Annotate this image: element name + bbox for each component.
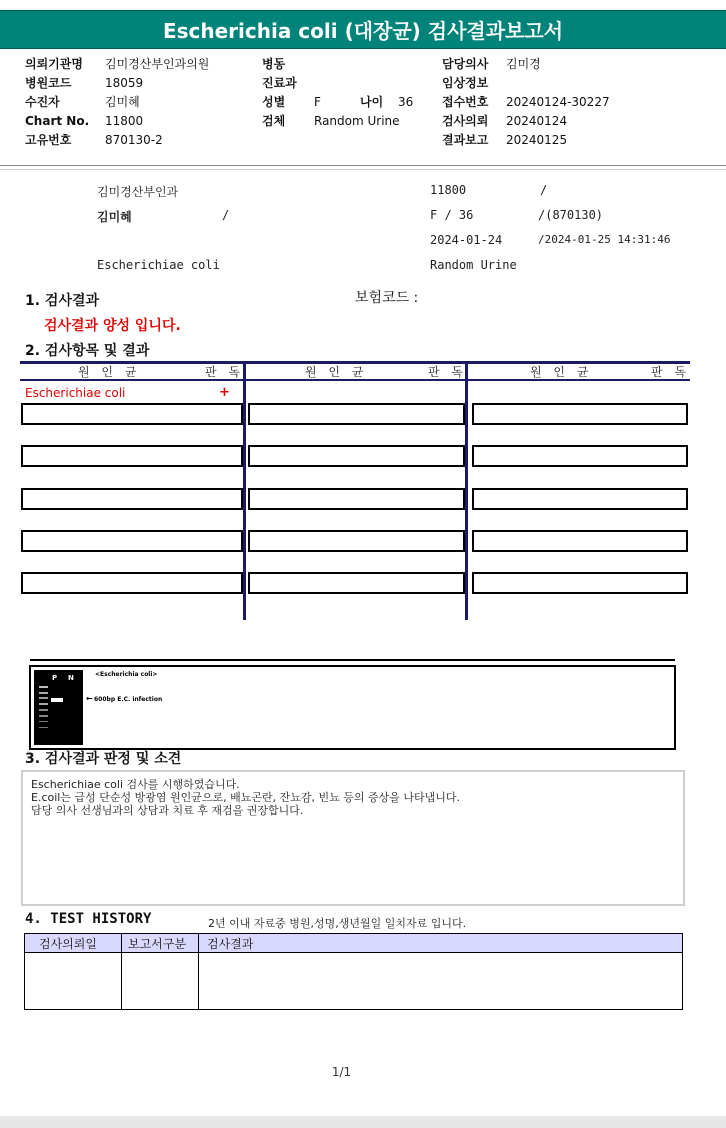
history-col-report-type: 보고서구분 — [122, 934, 199, 953]
value-patient: 김미혜 — [105, 95, 140, 109]
label-specimen: 검체 — [262, 114, 286, 128]
opinion-box — [21, 770, 685, 906]
summary-specimen: Random Urine — [430, 258, 517, 272]
grid-divider-2 — [465, 361, 468, 620]
gel-image — [34, 670, 83, 745]
label-ward: 병동 — [262, 57, 286, 71]
label-hospital-code: 병원코드 — [25, 76, 72, 90]
result-box — [472, 572, 688, 594]
value-doctor: 김미경 — [506, 57, 541, 71]
result-box — [21, 572, 243, 594]
opinion-line-3: 담당 의사 선생님과의 상담과 치료 후 재검을 권장합니다. — [31, 804, 304, 817]
result-box — [21, 530, 243, 552]
ladder-band — [39, 703, 48, 705]
lane-n-label: N — [68, 674, 74, 682]
result-box — [248, 488, 465, 510]
insurance-code-label: 보험코드 : — [355, 290, 419, 306]
history-col-result: 검사결과 — [199, 934, 683, 953]
label-test-request: 검사의뢰 — [442, 114, 489, 128]
history-col-request-date: 검사의뢰일 — [25, 934, 122, 953]
label-receipt-no: 접수번호 — [442, 95, 489, 109]
history-table — [24, 933, 683, 1010]
value-chart-no: 11800 — [105, 114, 144, 128]
result-box — [472, 530, 688, 552]
result-box — [248, 530, 465, 552]
summary-slash: / — [540, 183, 548, 197]
history-cell — [199, 953, 683, 1010]
summary-received: 2024-01-24 — [430, 233, 503, 247]
history-header-row — [25, 934, 683, 953]
grid-divider-1 — [243, 361, 246, 620]
item-result-1: + — [219, 385, 230, 400]
result-box — [248, 572, 465, 594]
section2-title: 2. 검사항목 및 결과 — [25, 343, 150, 359]
history-row — [25, 953, 683, 1010]
label-sex: 성별 — [262, 95, 286, 109]
header-col1 — [25, 55, 255, 150]
ladder-band — [39, 686, 48, 688]
value-sex: F — [314, 95, 321, 109]
gel-caption: <Escherichia coli> — [95, 671, 158, 678]
header-col2 — [262, 55, 432, 131]
summary-patient-slash: / — [222, 208, 230, 222]
summary-id: /(870130) — [538, 208, 604, 222]
lane-p-label: P — [52, 674, 58, 682]
ladder-band — [39, 692, 48, 694]
result-box — [248, 403, 465, 425]
result-box — [472, 403, 688, 425]
label-department: 진료과 — [262, 76, 297, 90]
ladder-band — [39, 715, 48, 717]
result-text: 검사결과 양성 입니다. — [44, 318, 181, 334]
opinion-line-2: E.coil는 급성 단순성 방광염 원인균으로, 배뇨곤란, 잔뇨감, 빈뇨 등의 증상을 나타냅니다. — [31, 791, 460, 804]
value-test-request: 20240124 — [506, 114, 568, 128]
col-judgement-3: 판 독 — [651, 365, 690, 379]
result-box — [472, 445, 688, 467]
gel-top-rule — [30, 659, 675, 661]
label-doctor: 담당의사 — [442, 57, 489, 71]
summary-reported: /2024-01-25 14:31:46 — [538, 233, 671, 246]
value-requesting-institution: 김미경산부인과의원 — [105, 57, 210, 71]
result-box — [248, 445, 465, 467]
summary-patient: 김미혜 — [97, 210, 132, 224]
item-organism-1: Escherichiae coli — [25, 386, 126, 400]
value-result-report: 20240125 — [506, 133, 568, 147]
ladder-band — [39, 709, 48, 711]
header-col3 — [442, 55, 702, 150]
label-patient: 수진자 — [25, 95, 60, 109]
section1-title: 1. 검사결과 — [25, 293, 100, 309]
ladder-band — [39, 697, 48, 699]
col-organism-3: 원 인 균 — [530, 365, 593, 379]
summary-chart: 11800 — [430, 183, 467, 197]
history-cell — [25, 953, 122, 1010]
label-age: 나이 — [360, 95, 384, 109]
result-box — [21, 445, 243, 467]
col-organism-2: 원 인 균 — [305, 365, 368, 379]
opinion-line-1: Escherichiae coli 검사를 시행하였습니다. — [31, 778, 240, 791]
label-clinical-info: 임상정보 — [442, 76, 489, 90]
label-chart-no: Chart No. — [25, 114, 90, 128]
label-unique-no: 고유번호 — [25, 133, 72, 147]
header-divider — [0, 165, 726, 166]
value-hospital-code: 18059 — [105, 76, 144, 90]
value-unique-no: 870130-2 — [105, 133, 163, 147]
section3-title: 3. 검사결과 판정 및 소견 — [25, 751, 182, 767]
result-box — [21, 488, 243, 510]
value-age: 36 — [398, 95, 414, 109]
label-requesting-institution: 의뢰기관명 — [25, 57, 83, 71]
ladder-band — [39, 721, 48, 722]
label-result-report: 결과보고 — [442, 133, 489, 147]
footer-bar — [0, 1116, 726, 1128]
page-number: 1/1 — [331, 1065, 352, 1079]
section4-title: 4. TEST HISTORY — [25, 911, 152, 927]
gel-panel — [29, 665, 676, 750]
ladder-band — [39, 727, 48, 728]
band-label: 600bp E.C. infection — [94, 696, 163, 703]
value-receipt-no: 20240124-30227 — [506, 95, 610, 109]
positive-band — [51, 698, 63, 702]
summary-sex-age: F / 36 — [430, 208, 474, 222]
result-box — [472, 488, 688, 510]
result-box — [21, 403, 243, 425]
history-note: 2년 이내 자료중 병원,성명,생년월일 일치자료 입니다. — [208, 917, 467, 930]
col-organism-1: 원 인 균 — [78, 365, 141, 379]
summary-hospital: 김미경산부인과 — [97, 185, 179, 199]
report-title: Escherichia coli (대장균) 검사결과보고서 — [0, 10, 726, 49]
arrow-icon: ← — [86, 694, 93, 703]
summary-test: Escherichiae coli — [97, 258, 220, 272]
history-cell — [122, 953, 199, 1010]
col-judgement-2: 판 독 — [428, 365, 467, 379]
col-judgement-1: 판 독 — [205, 365, 244, 379]
value-specimen: Random Urine — [314, 114, 400, 128]
header-divider-2 — [0, 169, 726, 170]
